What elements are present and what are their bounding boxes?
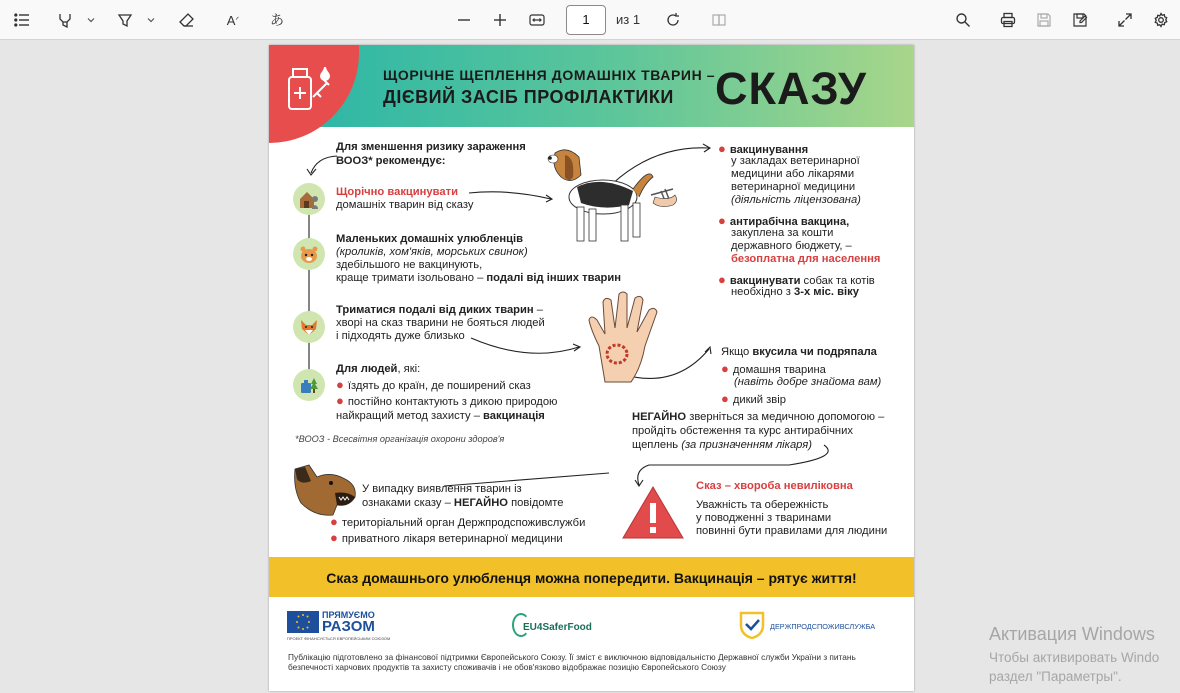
right-item2-line2: державного бюджету, – bbox=[731, 240, 852, 252]
bite-notice-line1: НЕГАЙНО зверніться за медичною допомогою – bbox=[632, 411, 885, 423]
bullet2-note: (кроликів, хом'яків, морських свинок) bbox=[336, 246, 528, 258]
activation-title: Активация Windows bbox=[989, 624, 1155, 644]
bullet4-item2: ● постійно контактують з дикою природою bbox=[336, 393, 558, 408]
save-icon[interactable] bbox=[1032, 8, 1056, 32]
right-item1-line2: медицини або лікарями bbox=[731, 168, 855, 180]
highlight-icon[interactable] bbox=[53, 8, 77, 32]
header-subtitle: ЩОРІЧНЕ ЩЕПЛЕННЯ ДОМАШНІХ ТВАРИН – bbox=[383, 67, 716, 83]
translate-icon[interactable]: あ bbox=[270, 12, 284, 28]
header-subtitle-2: ДІЄВИЙ ЗАСІБ ПРОФІЛАКТИКИ bbox=[383, 87, 674, 107]
logo2-text: EU4SaferFood bbox=[523, 622, 592, 633]
disclaimer-line1: Публікацію підготовлено за фінансової підтримки Європейського Союзу. Її зміст є виключною відповідальністю Державної служби України з питань bbox=[288, 652, 856, 662]
bullet2-title: Маленьких домашніх улюбленців bbox=[336, 233, 523, 245]
right-item2-title: ● антирабічна вакцина, bbox=[718, 213, 850, 228]
right-item1-line3: ветеринарної медицини bbox=[731, 181, 856, 193]
bite-notice-line2: пройдіть обстеження та курс антирабічних bbox=[632, 425, 853, 437]
draw-icon[interactable] bbox=[113, 8, 137, 32]
logo3-text: ДЕРЖПРОДСПОЖИВСЛУЖБА bbox=[770, 622, 876, 631]
logo1-main: РАЗОМ bbox=[322, 618, 375, 635]
angry-dog-illustration bbox=[291, 463, 359, 519]
travel-nature-icon bbox=[293, 369, 325, 401]
house-pets-icon bbox=[293, 183, 325, 215]
bite-item1-note: (навіть добре знайома вам) bbox=[734, 376, 882, 388]
print-icon[interactable] bbox=[996, 8, 1020, 32]
bullet3-text1: хворі на сказ тварини не бояться людей bbox=[336, 317, 545, 329]
activation-line2: раздел "Параметры". bbox=[989, 669, 1122, 684]
bullet2-text1: здебільшого не вакцинують, bbox=[336, 259, 483, 271]
right-item1-line1: у закладах ветеринарної bbox=[731, 155, 860, 167]
bullet2-text2: краще тримати ізольовано – подалі від інших тварин bbox=[336, 272, 622, 284]
footnote: *ВООЗ - Всесвітня організація охорони здоров'я bbox=[295, 434, 505, 444]
read-aloud-icon[interactable]: A ᐟ bbox=[226, 12, 240, 28]
fit-width-icon[interactable] bbox=[525, 8, 549, 32]
rotate-icon[interactable] bbox=[661, 8, 685, 32]
viewer-toolbar bbox=[0, 0, 1180, 40]
report-item1: ● територіальний орган Держпродспоживслужби bbox=[330, 514, 586, 529]
header-title: СКАЗУ bbox=[715, 63, 867, 114]
search-icon[interactable] bbox=[951, 8, 975, 32]
hamster-icon bbox=[293, 238, 325, 270]
fullscreen-icon[interactable] bbox=[1113, 8, 1137, 32]
hand-bite-illustration bbox=[585, 290, 673, 384]
warning-line3: повинні бути правилами для людини bbox=[696, 525, 888, 537]
bullet3-text2: і підходять дуже близько bbox=[336, 330, 465, 342]
bullet1-text: домашніх тварин від сказу bbox=[336, 199, 474, 211]
bullet4-best: найкращий метод захисту – вакцинація bbox=[336, 410, 545, 422]
page-count: из 1 bbox=[616, 12, 641, 27]
report-line2: ознаками сказу – НЕГАЙНО повідомте bbox=[362, 497, 564, 509]
right-item1-line4: (діяльність ліцензована) bbox=[731, 194, 861, 206]
report-item2: ● приватного лікаря ветеринарної медицини bbox=[330, 530, 563, 545]
logo1-caption: ПРОЕКТ ФІНАНСУЄТЬСЯ ЄВРОПЕЙСЬКИМ СОЮЗОМ bbox=[287, 636, 391, 641]
right-item3-line2: необхідно з 3-х міс. віку bbox=[731, 286, 859, 298]
settings-gear-icon[interactable] bbox=[1149, 8, 1173, 32]
draw-menu-chevron-icon[interactable] bbox=[139, 8, 163, 32]
bite-title: Якщо вкусила чи подряпала bbox=[721, 346, 877, 358]
warning-line1: Уважність та обережність bbox=[696, 499, 829, 511]
zoom-in-icon[interactable] bbox=[488, 8, 512, 32]
beagle-illustration bbox=[541, 147, 681, 255]
bite-notice-line3: щеплень (за призначенням лікаря) bbox=[632, 439, 812, 451]
fox-icon bbox=[293, 311, 325, 343]
report-line1: У випадку виявлення тварин із bbox=[362, 483, 522, 495]
activation-line1: Чтобы активировать Windo bbox=[989, 650, 1160, 665]
zoom-out-icon[interactable] bbox=[452, 8, 476, 32]
highlight-menu-chevron-icon[interactable] bbox=[79, 8, 103, 32]
page-number-input[interactable]: 1 bbox=[566, 5, 606, 35]
eraser-icon[interactable] bbox=[174, 8, 198, 32]
bullet4-item1: ● їздять до країн, де поширений сказ bbox=[336, 377, 531, 392]
intro-line1: Для зменшення ризику зараження bbox=[336, 141, 526, 153]
bullet3-title: Триматися подалі від диких тварин – bbox=[336, 304, 543, 316]
dpss-shield-icon bbox=[739, 611, 765, 639]
pdf-page bbox=[269, 45, 914, 691]
intro-line2: ВООЗ* рекомендує: bbox=[336, 155, 446, 167]
logo1-top: ПРЯМУЄМО bbox=[322, 610, 375, 620]
bite-item1: ● домашня тварина bbox=[721, 361, 826, 376]
right-item1-title: ● вакцинування bbox=[718, 141, 809, 156]
eu-flag-icon bbox=[287, 611, 319, 633]
slogan-text: Сказ домашнього улюбленця можна попередити. Вакцинація – рятує життя! bbox=[326, 570, 857, 586]
contents-icon[interactable] bbox=[10, 8, 34, 32]
page-view-icon[interactable] bbox=[707, 8, 731, 32]
bite-item2: ● дикий звір bbox=[721, 391, 786, 406]
warning-line2: у поводженні з тваринами bbox=[696, 512, 832, 524]
bullet4-title: Для людей, які: bbox=[336, 363, 421, 375]
right-item2-line3: безоплатна для населення bbox=[731, 253, 881, 265]
disclaimer-line2: безпечності харчових продуктів та захисту споживачів і не обов'язково відображає позицію Європейського Союзу bbox=[288, 662, 726, 672]
right-item2-line1: закуплена за кошти bbox=[731, 227, 834, 239]
warning-title: Сказ – хвороба невиліковна bbox=[696, 480, 853, 492]
bullet1-emphasis: Щорічно вакцинувати bbox=[336, 186, 458, 198]
right-item3-title: ● вакцинувати собак та котів bbox=[718, 272, 875, 287]
save-as-icon[interactable] bbox=[1068, 8, 1092, 32]
warning-icon bbox=[621, 485, 685, 540]
